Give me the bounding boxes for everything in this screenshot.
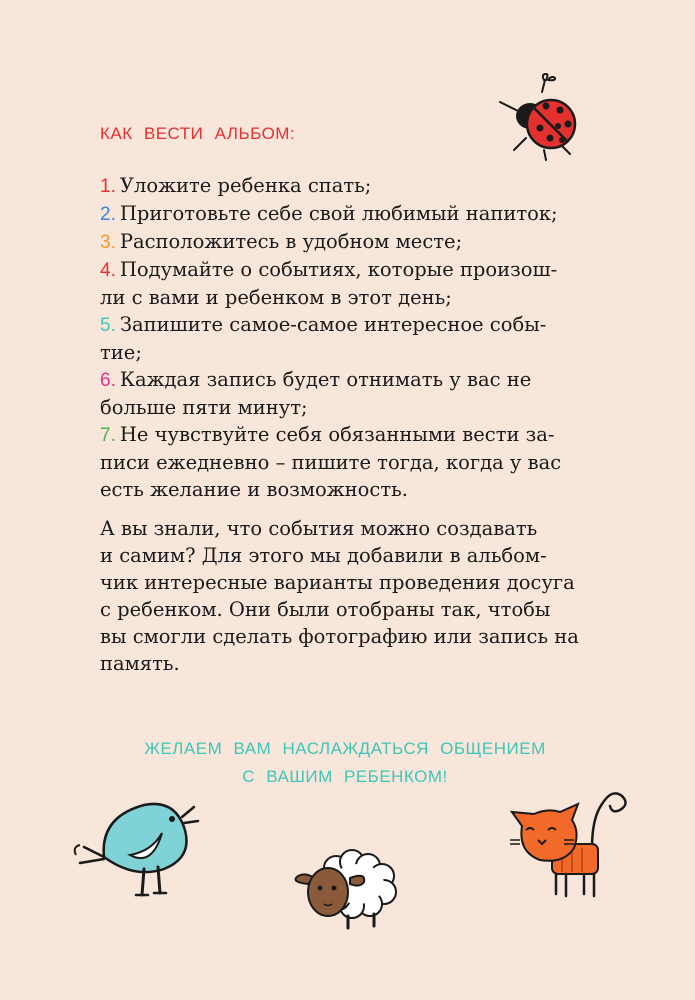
step-item xyxy=(100,311,620,366)
step-item xyxy=(100,421,620,503)
step-text: Подумайте о событиях, которые произош- xyxy=(119,258,558,281)
step-number: 7. xyxy=(100,425,116,446)
wish-line: ЖЕЛАЕМ ВАМ НАСЛАЖДАТЬСЯ ОБЩЕНИЕМ xyxy=(144,739,546,758)
paragraph-line: с ребенком. Они были отобраны так, чтобы xyxy=(100,598,551,621)
step-item xyxy=(100,366,620,421)
ladybug-icon xyxy=(494,72,584,162)
step-item xyxy=(100,256,620,311)
info-paragraph xyxy=(100,515,620,677)
step-text: Приготовьте себе свой любимый напиток; xyxy=(119,202,558,225)
step-number: 3. xyxy=(100,232,116,253)
instructions-heading: КАК ВЕСТИ АЛЬБОМ: xyxy=(100,124,296,143)
step-text: есть желание и возможность. xyxy=(100,478,408,501)
step-item xyxy=(100,228,620,256)
paragraph-line: чик интересные варианты проведения досуга xyxy=(100,571,575,594)
step-text: ли с вами и ребенком в этот день; xyxy=(100,286,452,309)
step-text: больше пяти минут; xyxy=(100,396,308,419)
cat-icon xyxy=(500,778,630,903)
step-number: 1. xyxy=(100,176,116,197)
step-number: 2. xyxy=(100,204,116,225)
paragraph-line: вы смогли сделать фотографию или запись на xyxy=(100,625,579,648)
step-text: тие; xyxy=(100,341,142,364)
step-text: писи ежедневно – пишите тогда, когда у вас xyxy=(100,451,562,474)
step-text: Уложите ребенка спать; xyxy=(119,174,372,197)
step-item xyxy=(100,200,620,228)
step-item xyxy=(100,172,620,200)
paragraph-line: память. xyxy=(100,652,180,675)
step-text: Каждая запись будет отнимать у вас не xyxy=(119,368,532,391)
bird-icon xyxy=(70,795,200,905)
step-text: Запишите самое-самое интересное собы- xyxy=(119,313,547,336)
step-number: 4. xyxy=(100,260,116,281)
paragraph-line: А вы знали, что события можно создавать xyxy=(100,517,538,540)
step-text: Расположитесь в удобном месте; xyxy=(119,230,463,253)
wish-line: С ВАШИМ РЕБЕНКОМ! xyxy=(242,767,448,786)
step-number: 6. xyxy=(100,370,116,391)
paragraph-line: и самим? Для этого мы добавили в альбом- xyxy=(100,544,547,567)
steps-list xyxy=(100,172,620,503)
sheep-icon xyxy=(286,846,406,931)
step-text: Не чувствуйте себя обязанными вести за- xyxy=(119,423,555,446)
step-number: 5. xyxy=(100,315,116,336)
